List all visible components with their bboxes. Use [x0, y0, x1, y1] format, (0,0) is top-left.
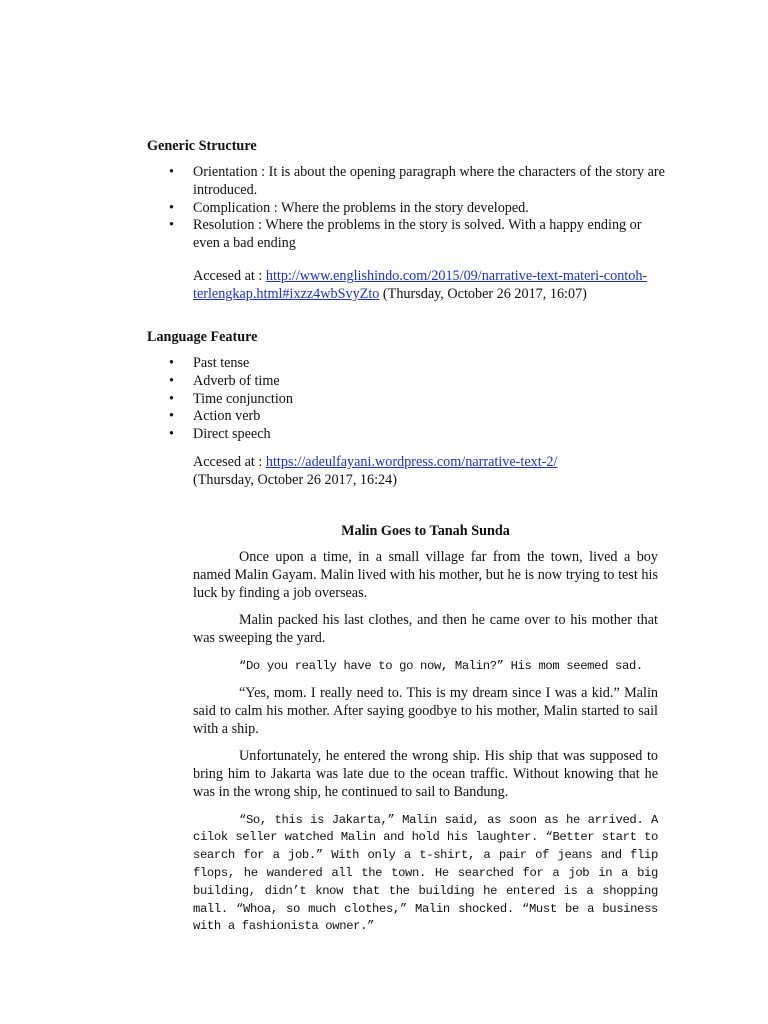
- list-item: • Adverb of time: [169, 372, 280, 389]
- bullet-icon: •: [169, 355, 174, 371]
- story-body: [193, 549, 658, 946]
- generic-structure-heading: Generic Structure: [147, 138, 257, 154]
- bullet-icon: •: [169, 164, 174, 180]
- generic-structure-list: [147, 164, 667, 253]
- list-item: • Time conjunction: [169, 390, 293, 407]
- story-paragraph: Once upon a time, in a small village far from the town, lived a boy named Malin Gayam. Malin lived with his mother, but he is now trying to test his luck by finding a job overseas.: [193, 549, 658, 601]
- wordpress-link[interactable]: https://adeulfayani.wordpress.com/narrative-text-2/: [265, 454, 558, 470]
- list-item: • Action verb: [169, 408, 261, 425]
- bullet-icon: •: [169, 390, 174, 407]
- story-paragraph: “Yes, mom. I really need to. This is my dream since I was a kid.” Malin said to calm his mother. After saying goodbye to his mother, Malin started to sail with a ship.: [193, 685, 658, 737]
- generic-source-citation: Accesed at : http://www.englishindo.com/2015/09/narrative-text-materi-contoh-terlengkap.html#ixzz4wbSvyZto (Thursday, October 26 2017, 16:07): [193, 268, 648, 302]
- story-paragraph: Unfortunately, he entered the wrong ship. His ship that was supposed to bring him to Jakarta was late due to the ocean traffic. Without knowing that he was in the wrong ship, he continued to sail to Bandung.: [193, 748, 658, 800]
- story-paragraph: Malin packed his last clothes, and then he came over to his mother that was sweeping the yard.: [193, 612, 658, 646]
- bullet-icon: •: [169, 372, 174, 389]
- language-source-citation: Accesed at : https://adeulfayani.wordpress.com/narrative-text-2/ (Thursday, October 26 2017, 16:24): [193, 454, 558, 488]
- story-paragraph: “So, this is Jakarta,” Malin said, as soon as he arrived. A cilok seller watched Malin and hold his laughter. “Better start to search for a job.” With only a t-shirt, a pair of jeans and flip flops, he wandered all the town. He searched for a job in a big building, didn’t know that the building he entered is a shopping mall. “Whoa, so much clothes,” Malin shocked. “Must be a business with a fashionista owner.”: [193, 812, 658, 934]
- list-item: • Past tense: [169, 355, 250, 371]
- bullet-icon: •: [169, 199, 174, 216]
- englishindo-link[interactable]: http://www.englishindo.com/2015/09/narrative-text-materi-contoh-terlengkap.html#ixzz4wbSvyZto: [193, 268, 648, 302]
- list-item: • Direct speech: [169, 426, 271, 443]
- story-title: Malin Goes to Tanah Sunda: [341, 523, 510, 539]
- bullet-icon: •: [169, 408, 174, 425]
- language-feature-heading: Language Feature: [147, 329, 258, 345]
- list-item: • Resolution : Where the problems in the story is solved. With a happy ending or even a bad ending: [169, 217, 642, 252]
- story-paragraph: “Do you really have to go now, Malin?” His mom seemed sad.: [239, 658, 643, 673]
- bullet-icon: •: [169, 426, 174, 443]
- list-item: • Orientation : It is about the opening paragraph where the characters of the story are introduced.: [169, 164, 665, 198]
- list-item: • Complication : Where the problems in the story developed.: [169, 199, 529, 216]
- bullet-icon: •: [169, 217, 174, 234]
- language-feature-list: [147, 355, 667, 444]
